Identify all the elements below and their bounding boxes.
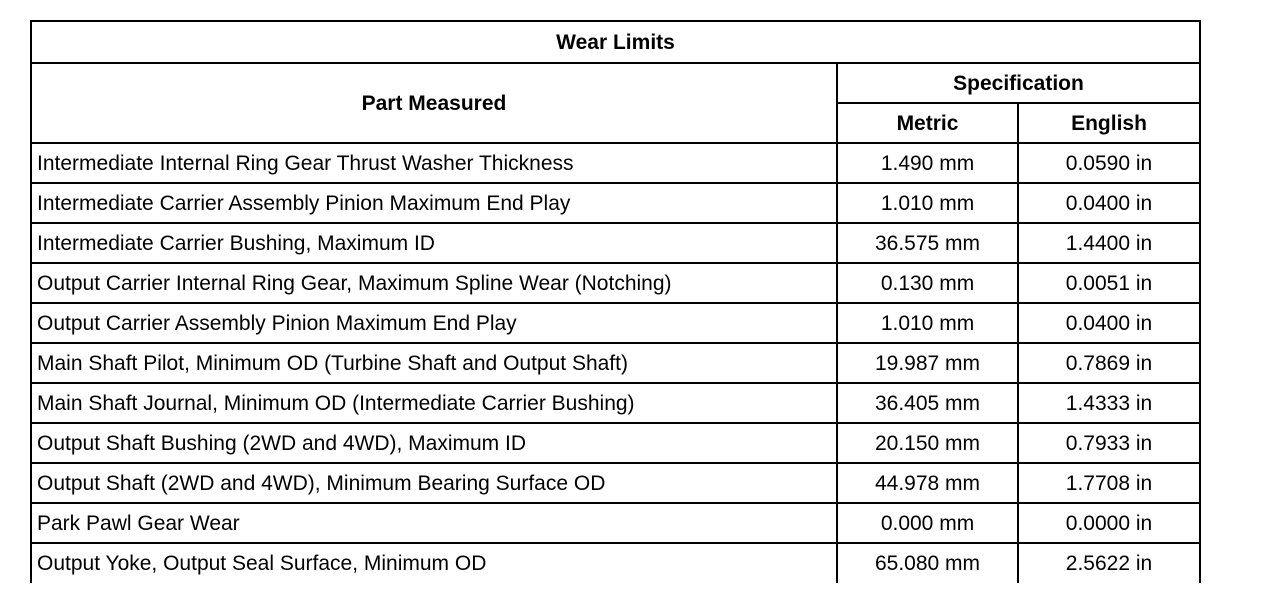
english-cell: 0.0400 in: [1018, 303, 1200, 343]
table-title: Wear Limits: [31, 21, 1200, 63]
part-cell: Intermediate Internal Ring Gear Thrust Washer Thickness: [31, 143, 837, 183]
english-cell: 0.0000 in: [1018, 503, 1200, 543]
english-cell: 0.7869 in: [1018, 343, 1200, 383]
english-cell: 0.0051 in: [1018, 263, 1200, 303]
table-row: [31, 543, 1200, 583]
part-cell: Intermediate Carrier Bushing, Maximum ID: [31, 223, 837, 263]
part-cell: Output Yoke, Output Seal Surface, Minimum OD: [31, 543, 837, 583]
header-row-1: [31, 63, 1200, 103]
english-cell: 1.4333 in: [1018, 383, 1200, 423]
part-cell: Park Pawl Gear Wear: [31, 503, 837, 543]
part-cell: Output Carrier Internal Ring Gear, Maximum Spline Wear (Notching): [31, 263, 837, 303]
metric-cell: 44.978 mm: [837, 463, 1018, 503]
english-cell: 0.0590 in: [1018, 143, 1200, 183]
part-cell: Output Shaft Bushing (2WD and 4WD), Maximum ID: [31, 423, 837, 463]
english-cell: 2.5622 in: [1018, 543, 1200, 583]
table-row: [31, 143, 1200, 183]
table-title-row: [31, 21, 1200, 63]
table-row: [31, 223, 1200, 263]
metric-cell: 0.000 mm: [837, 503, 1018, 543]
metric-cell: 1.490 mm: [837, 143, 1018, 183]
header-specification: Specification: [837, 63, 1200, 103]
part-cell: Intermediate Carrier Assembly Pinion Maximum End Play: [31, 183, 837, 223]
table-row: [31, 503, 1200, 543]
english-cell: 0.0400 in: [1018, 183, 1200, 223]
metric-cell: 20.150 mm: [837, 423, 1018, 463]
table-row: [31, 463, 1200, 503]
metric-cell: 65.080 mm: [837, 543, 1018, 583]
part-cell: Main Shaft Journal, Minimum OD (Intermediate Carrier Bushing): [31, 383, 837, 423]
metric-cell: 1.010 mm: [837, 183, 1018, 223]
table-row: [31, 263, 1200, 303]
header-english: English: [1018, 103, 1200, 143]
table-row: [31, 423, 1200, 463]
metric-cell: 1.010 mm: [837, 303, 1018, 343]
header-metric: Metric: [837, 103, 1018, 143]
header-part-measured: Part Measured: [31, 63, 837, 143]
part-cell: Main Shaft Pilot, Minimum OD (Turbine Shaft and Output Shaft): [31, 343, 837, 383]
metric-cell: 19.987 mm: [837, 343, 1018, 383]
table-row: [31, 383, 1200, 423]
metric-cell: 0.130 mm: [837, 263, 1018, 303]
english-cell: 1.4400 in: [1018, 223, 1200, 263]
metric-cell: 36.405 mm: [837, 383, 1018, 423]
english-cell: 1.7708 in: [1018, 463, 1200, 503]
table-row: [31, 343, 1200, 383]
english-cell: 0.7933 in: [1018, 423, 1200, 463]
metric-cell: 36.575 mm: [837, 223, 1018, 263]
wear-limits-table-container: [30, 20, 1199, 583]
table-row: [31, 303, 1200, 343]
table-row: [31, 183, 1200, 223]
part-cell: Output Shaft (2WD and 4WD), Minimum Bearing Surface OD: [31, 463, 837, 503]
part-cell: Output Carrier Assembly Pinion Maximum End Play: [31, 303, 837, 343]
wear-limits-table: [30, 20, 1201, 583]
